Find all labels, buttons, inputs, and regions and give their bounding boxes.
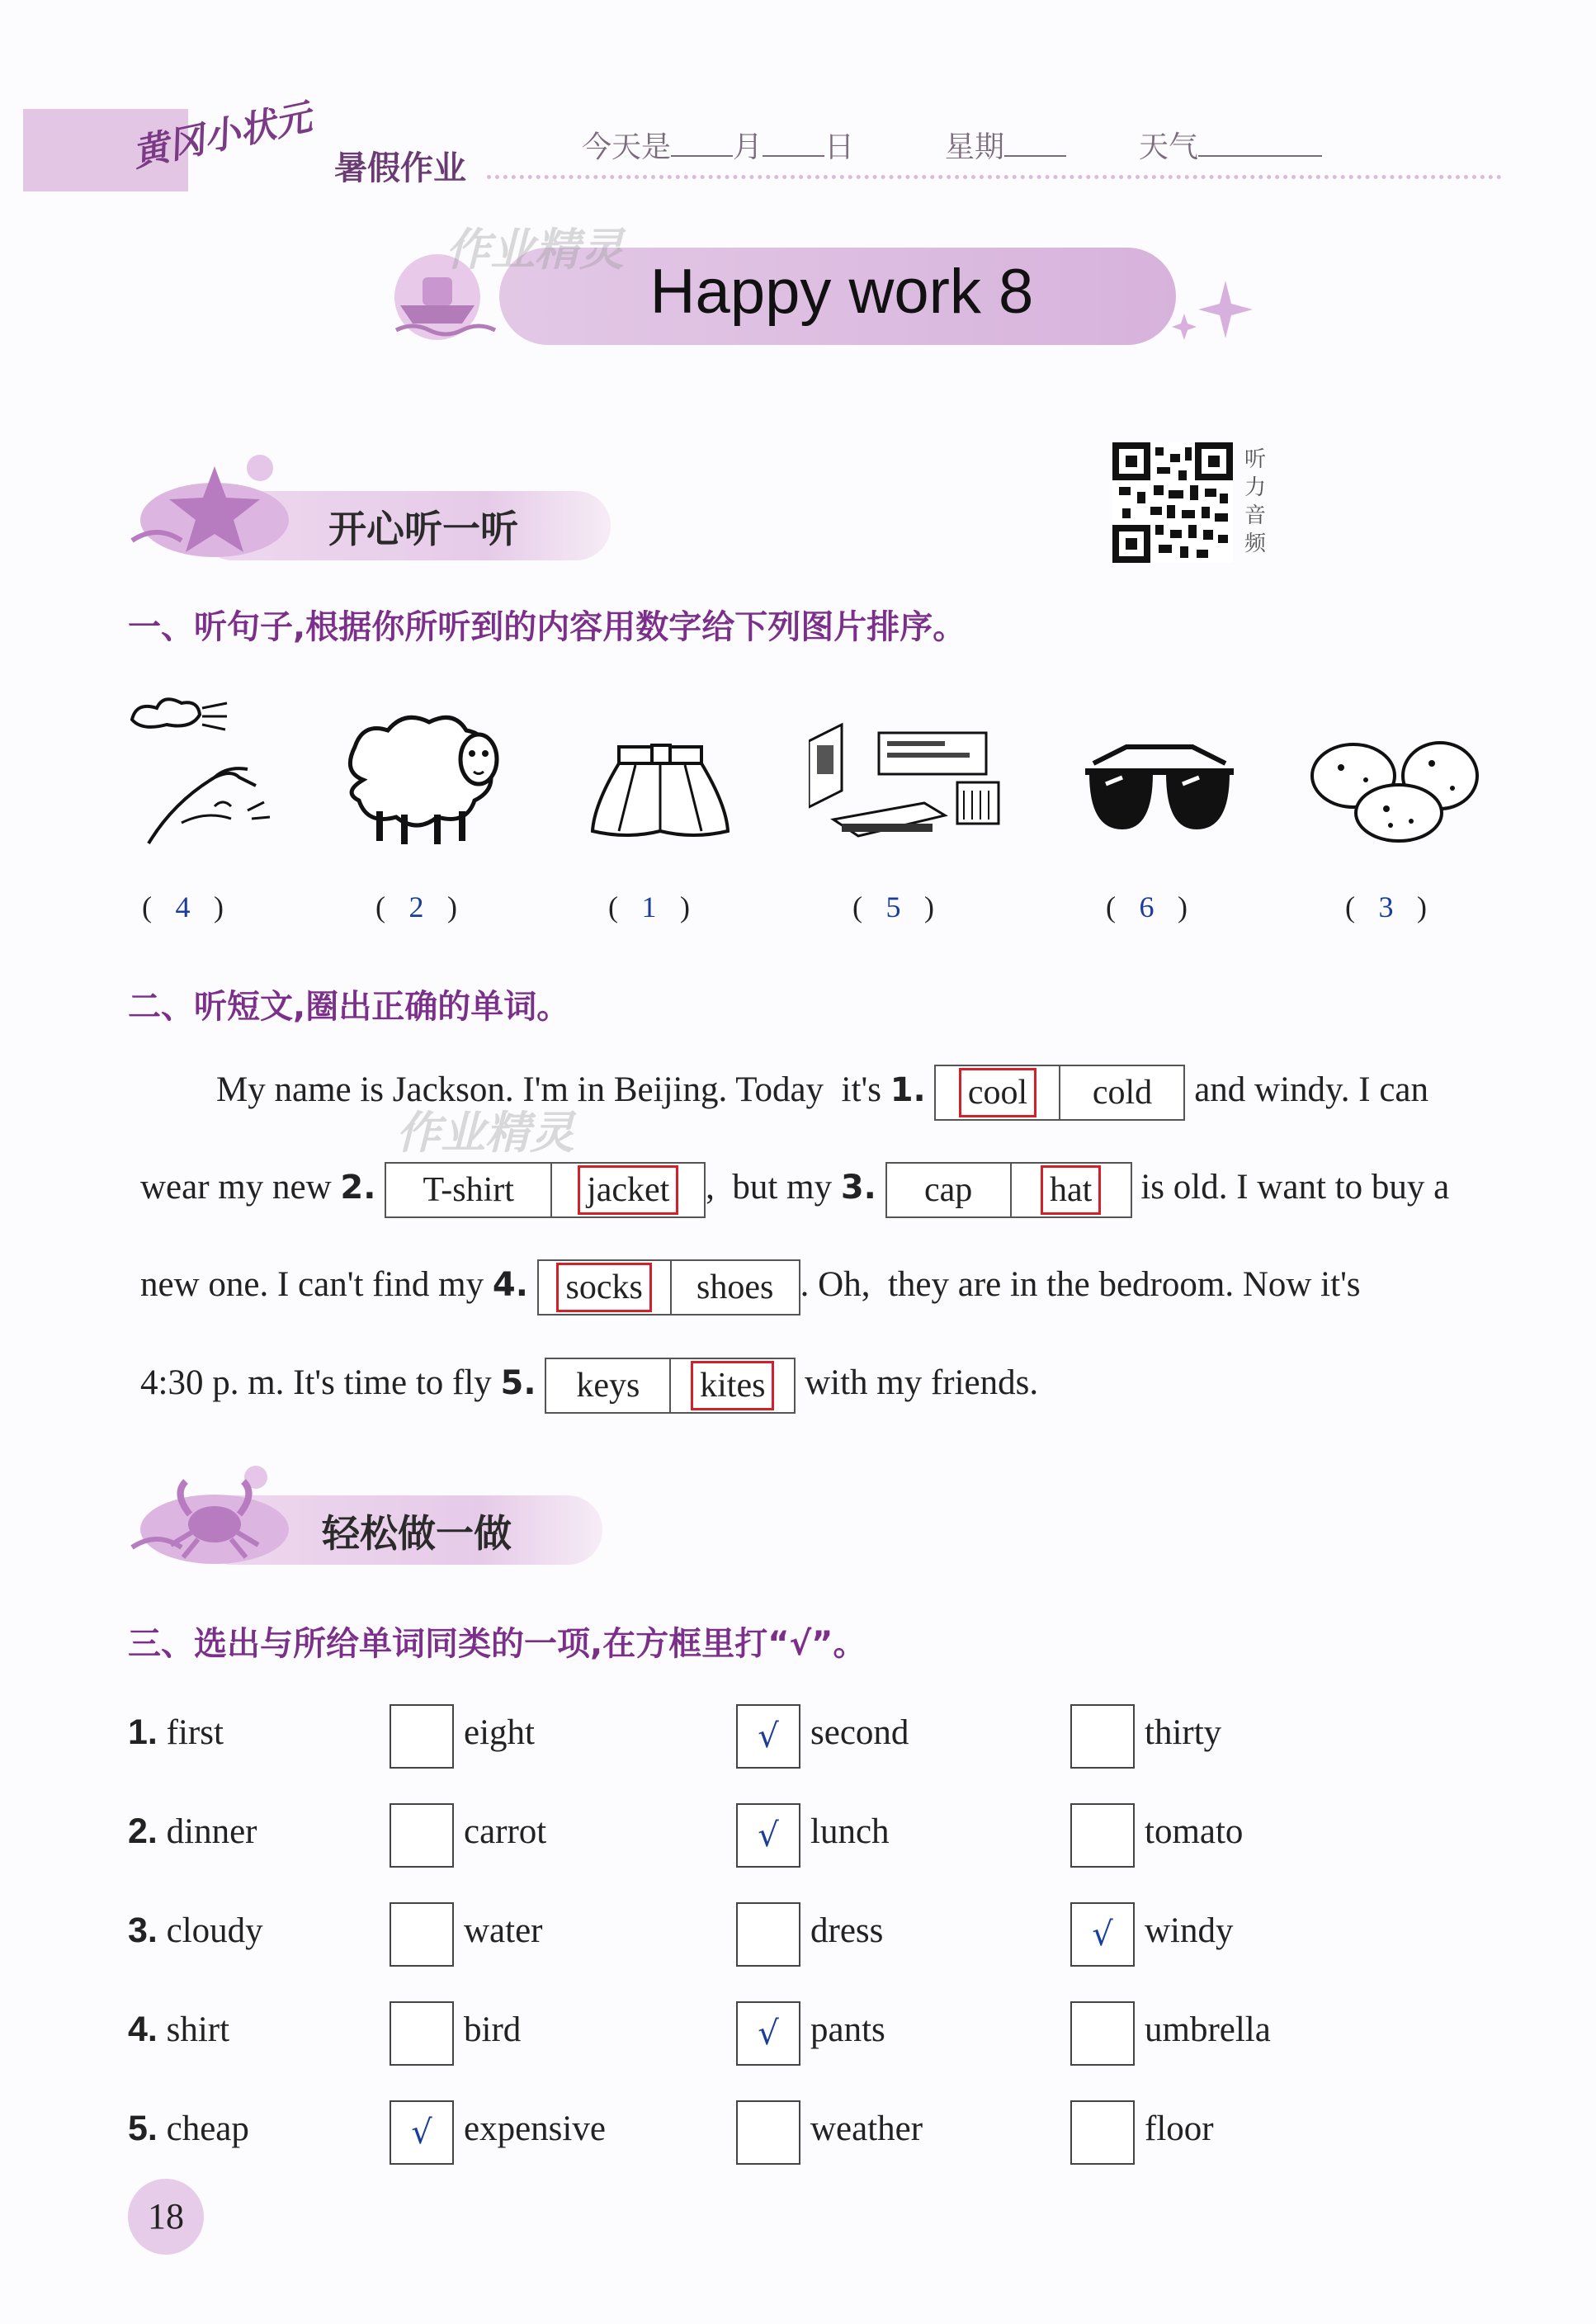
day-label: 日 <box>824 130 855 164</box>
wind-icon <box>124 687 272 852</box>
answer-slot-6[interactable]: ( 3 ) <box>1345 890 1427 923</box>
option-5a[interactable]: keys <box>576 1367 640 1405</box>
checkbox[interactable] <box>736 1902 800 1967</box>
option-word: second <box>810 1713 909 1752</box>
q3-row-3-prompt: 3. cloudy <box>128 1911 263 1950</box>
checkbox[interactable]: √ <box>736 1803 800 1868</box>
checkbox[interactable] <box>1070 2100 1135 2165</box>
option-word: lunch <box>810 1812 890 1851</box>
checkbox[interactable]: √ <box>736 1704 800 1769</box>
weekday-field <box>945 124 1066 166</box>
checkbox[interactable]: √ <box>1070 1902 1135 1967</box>
checkbox[interactable] <box>390 1704 454 1769</box>
option-4a[interactable]: socks <box>539 1261 670 1314</box>
passage-line-4: 4:30 p. m. It's time to fly 5. keys kites with my friends. <box>140 1358 1038 1414</box>
header-divider <box>487 175 1502 179</box>
checkbox[interactable] <box>390 1803 454 1868</box>
watermark: 作业精灵 <box>446 224 624 276</box>
q3-row-2-prompt: 2. dinner <box>128 1811 257 1851</box>
option-3b[interactable]: hat <box>1010 1164 1131 1216</box>
option-word: expensive <box>464 2109 606 2148</box>
option-2a[interactable]: T-shirt <box>423 1171 514 1209</box>
checkbox[interactable] <box>390 1902 454 1967</box>
sunglasses-icon <box>1077 739 1242 842</box>
checkbox[interactable]: √ <box>736 2001 800 2066</box>
page-number: 18 <box>128 2179 204 2255</box>
answer-slot-1[interactable]: ( 4 ) <box>142 890 224 923</box>
qr-code-icon[interactable] <box>1112 442 1233 563</box>
option-1b[interactable]: cold <box>1059 1066 1183 1119</box>
option-box-1 <box>934 1065 1185 1121</box>
sparkle-icon <box>1155 272 1254 347</box>
option-word: water <box>464 1911 543 1950</box>
q3-row-1-prompt: 1. first <box>128 1712 224 1752</box>
weekday-label: 星期 <box>945 130 1005 164</box>
option-word: windy <box>1145 1911 1234 1950</box>
option-word: thirty <box>1145 1713 1222 1752</box>
question-1-heading: 一、听句子,根据你所听到的内容用数字给下列图片排序。 <box>128 608 966 646</box>
option-word: floor <box>1145 2109 1214 2148</box>
option-word: pants <box>810 2010 885 2049</box>
living-room-icon <box>809 716 1007 848</box>
section-title-practice: 轻松做一做 <box>322 1511 512 1556</box>
month-label: 月 <box>733 130 763 164</box>
checkbox[interactable] <box>1070 1704 1135 1769</box>
date-field <box>582 124 854 166</box>
crab-icon <box>124 1457 289 1572</box>
option-1a[interactable]: cool <box>936 1066 1059 1119</box>
q3-row-4-prompt: 4. shirt <box>128 2010 230 2049</box>
option-word: bird <box>464 2010 522 2049</box>
passage-line-2: wear my new 2. T-shirt jacket , but my 3. cap hat is old. I want to buy a <box>140 1162 1449 1218</box>
question-3-heading: 三、选出与所给单词同类的一项,在方框里打“√”。 <box>128 1625 866 1663</box>
answer-slot-5[interactable]: ( 6 ) <box>1106 890 1188 923</box>
potatoes-icon <box>1308 730 1485 846</box>
checkbox[interactable] <box>390 2001 454 2066</box>
weather-label: 天气 <box>1139 130 1199 164</box>
page-title: Happy work 8 <box>649 257 1034 327</box>
series-title: 暑假作业 <box>334 149 466 187</box>
option-word: weather <box>810 2109 923 2148</box>
passage-line-3: new one. I can't find my 4. socks shoes . Oh, they are in the bedroom. Now it's <box>140 1259 1361 1316</box>
answer-slot-3[interactable]: ( 1 ) <box>608 890 690 923</box>
option-box-5 <box>545 1358 796 1414</box>
section-title-listen: 开心听一听 <box>328 507 518 551</box>
option-2b[interactable]: jacket <box>550 1164 704 1216</box>
option-4b[interactable]: shoes <box>670 1261 799 1314</box>
option-3a[interactable]: cap <box>923 1171 973 1209</box>
option-word: dress <box>810 1911 884 1950</box>
option-box-4 <box>537 1259 800 1316</box>
q3-row-5-prompt: 5. cheap <box>128 2109 249 2148</box>
answer-slot-4[interactable]: ( 5 ) <box>852 890 934 923</box>
answer-slot-2[interactable]: ( 2 ) <box>375 890 457 923</box>
checkbox[interactable]: √ <box>390 2100 454 2165</box>
sheep-icon <box>338 714 512 850</box>
qr-caption: 听力音频 <box>1244 447 1267 556</box>
passage-line-1: My name is Jackson. I'm in Beijing. Today it's 1. cool cold and windy. I can <box>216 1065 1428 1121</box>
skirt-icon <box>586 739 734 842</box>
watermark-2: 作业精灵 <box>396 1107 574 1159</box>
checkbox[interactable] <box>736 2100 800 2165</box>
question-2-heading: 二、听短文,圈出正确的单词。 <box>128 988 570 1026</box>
option-word: carrot <box>464 1812 547 1851</box>
option-5b[interactable]: kites <box>669 1359 794 1412</box>
date-prefix: 今天是 <box>582 130 672 164</box>
starfish-icon <box>124 450 289 565</box>
option-word: eight <box>464 1713 535 1752</box>
option-box-3 <box>885 1162 1132 1218</box>
option-word: tomato <box>1145 1812 1244 1851</box>
checkbox[interactable] <box>1070 1803 1135 1868</box>
checkbox[interactable] <box>1070 2001 1135 2066</box>
option-box-2 <box>385 1162 706 1218</box>
brand-logo: 黄冈小状元 <box>129 96 315 176</box>
weather-field <box>1139 124 1322 166</box>
option-word: umbrella <box>1145 2010 1271 2049</box>
